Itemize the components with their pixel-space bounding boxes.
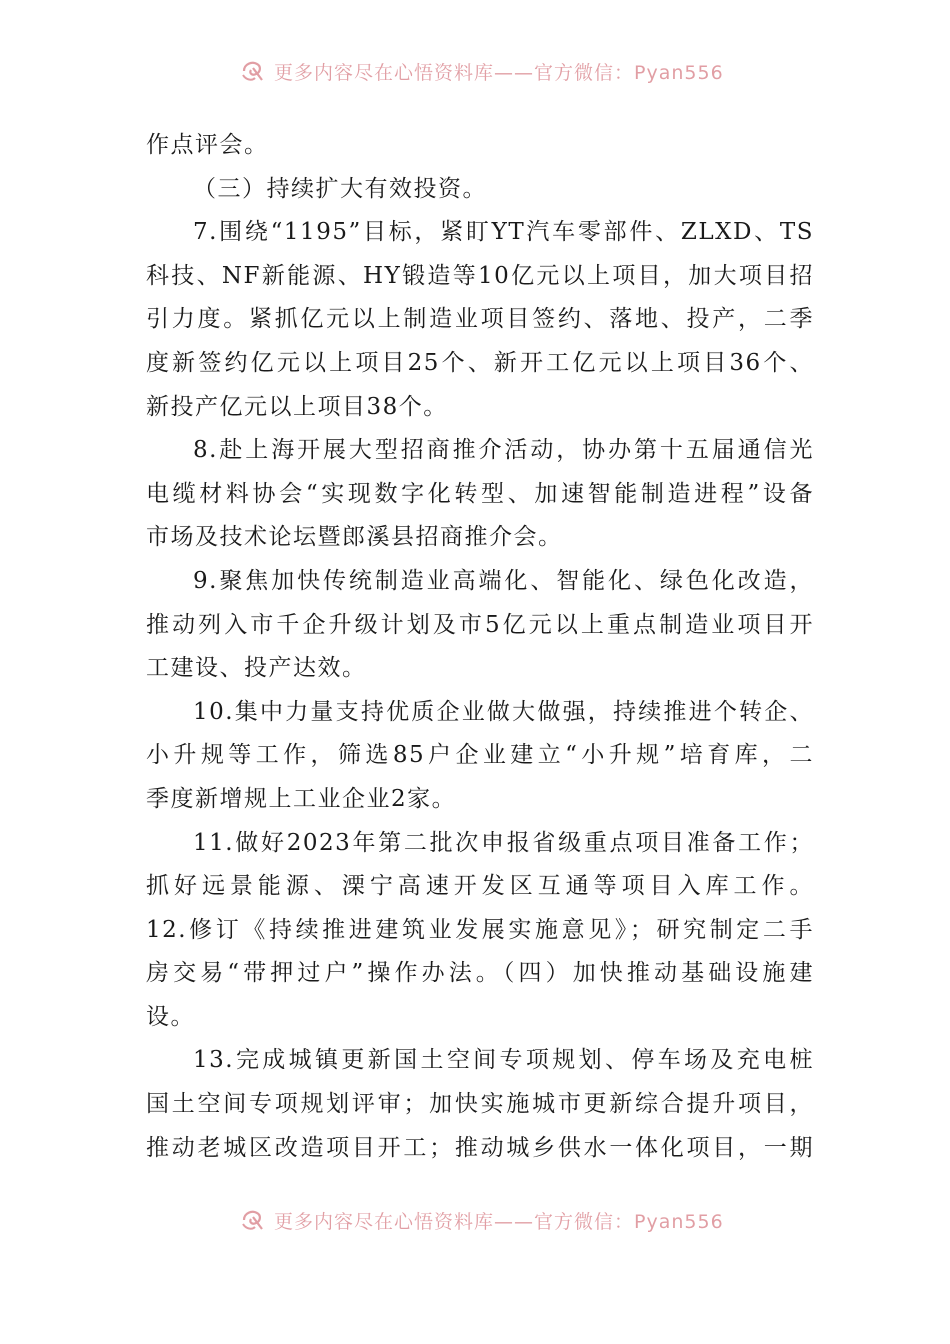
paragraph-line: （三）持续扩大有效投资。 bbox=[193, 175, 487, 202]
paragraph-line: 小升规等工作，筛选85户企业建立“小升规”培育库，二 bbox=[146, 742, 814, 769]
paragraph-line: 8.赴上海开展大型招商推介活动，协办第十五届通信光 bbox=[193, 437, 814, 464]
paragraph-line: 度新签约亿元以上项目25个、新开工亿元以上项目36个、 bbox=[146, 349, 814, 376]
paragraph-line: 作点评会。 bbox=[146, 132, 269, 158]
paragraph-line: 国土空间专项规划评审；加快实施城市更新综合提升项目， bbox=[146, 1091, 814, 1118]
paragraph-line: 科技、NF新能源、HY锻造等10亿元以上项目，加大项目招 bbox=[146, 262, 814, 289]
paragraph-line: 设。 bbox=[146, 1003, 195, 1030]
paragraph-line: 新投产亿元以上项目38个。 bbox=[146, 393, 448, 420]
watermark-text: 更多内容尽在心悟资料库——官方微信：Pyan556 bbox=[274, 61, 724, 84]
paragraph-line: 季度新增规上工业企业2家。 bbox=[146, 785, 457, 812]
paragraph-line: 电缆材料协会“实现数字化转型、加速智能制造进程”设备 bbox=[146, 480, 814, 507]
paragraph-line: 抓好远景能源、溧宁高速开发区互通等项目入库工作。 bbox=[146, 873, 814, 900]
brand-logo-icon bbox=[240, 59, 266, 83]
paragraph-line: 10.集中力量支持优质企业做大做强，持续推进个转企、 bbox=[193, 698, 814, 725]
brand-logo-icon bbox=[240, 1208, 266, 1232]
paragraph-line: 工建设、投产达效。 bbox=[146, 655, 367, 682]
paragraph-line: 13.完成城镇更新国土空间专项规划、停车场及充电桩 bbox=[193, 1047, 814, 1074]
watermark-text: 更多内容尽在心悟资料库——官方微信：Pyan556 bbox=[274, 1210, 724, 1233]
paragraph-line: 推动列入市千企升级计划及市5亿元以上重点制造业项目开 bbox=[146, 611, 814, 638]
document-body bbox=[146, 124, 814, 1170]
paragraph-line: 引力度。紧抓亿元以上制造业项目签约、落地、投产，二季 bbox=[146, 306, 814, 333]
header-watermark bbox=[240, 56, 724, 86]
paragraph-line: 推动老城区改造项目开工；推动城乡供水一体化项目，一期 bbox=[146, 1134, 814, 1161]
paragraph-line: 9.聚焦加快传统制造业高端化、智能化、绿色化改造， bbox=[193, 567, 814, 594]
paragraph-line: 7.围绕“1195”目标，紧盯YT汽车零部件、ZLXD、TS bbox=[193, 219, 814, 246]
paragraph-line: 12.修订《持续推进建筑业发展实施意见》；研究制定二手 bbox=[146, 916, 814, 943]
paragraph-line: 市场及技术论坛暨郎溪县招商推介会。 bbox=[146, 524, 563, 551]
paragraph-line: 11.做好2023年第二批次申报省级重点项目准备工作； bbox=[193, 829, 814, 856]
footer-watermark bbox=[240, 1205, 724, 1235]
paragraph-line: 房交易“带押过户”操作办法。（四）加快推动基础设施建 bbox=[146, 960, 814, 987]
